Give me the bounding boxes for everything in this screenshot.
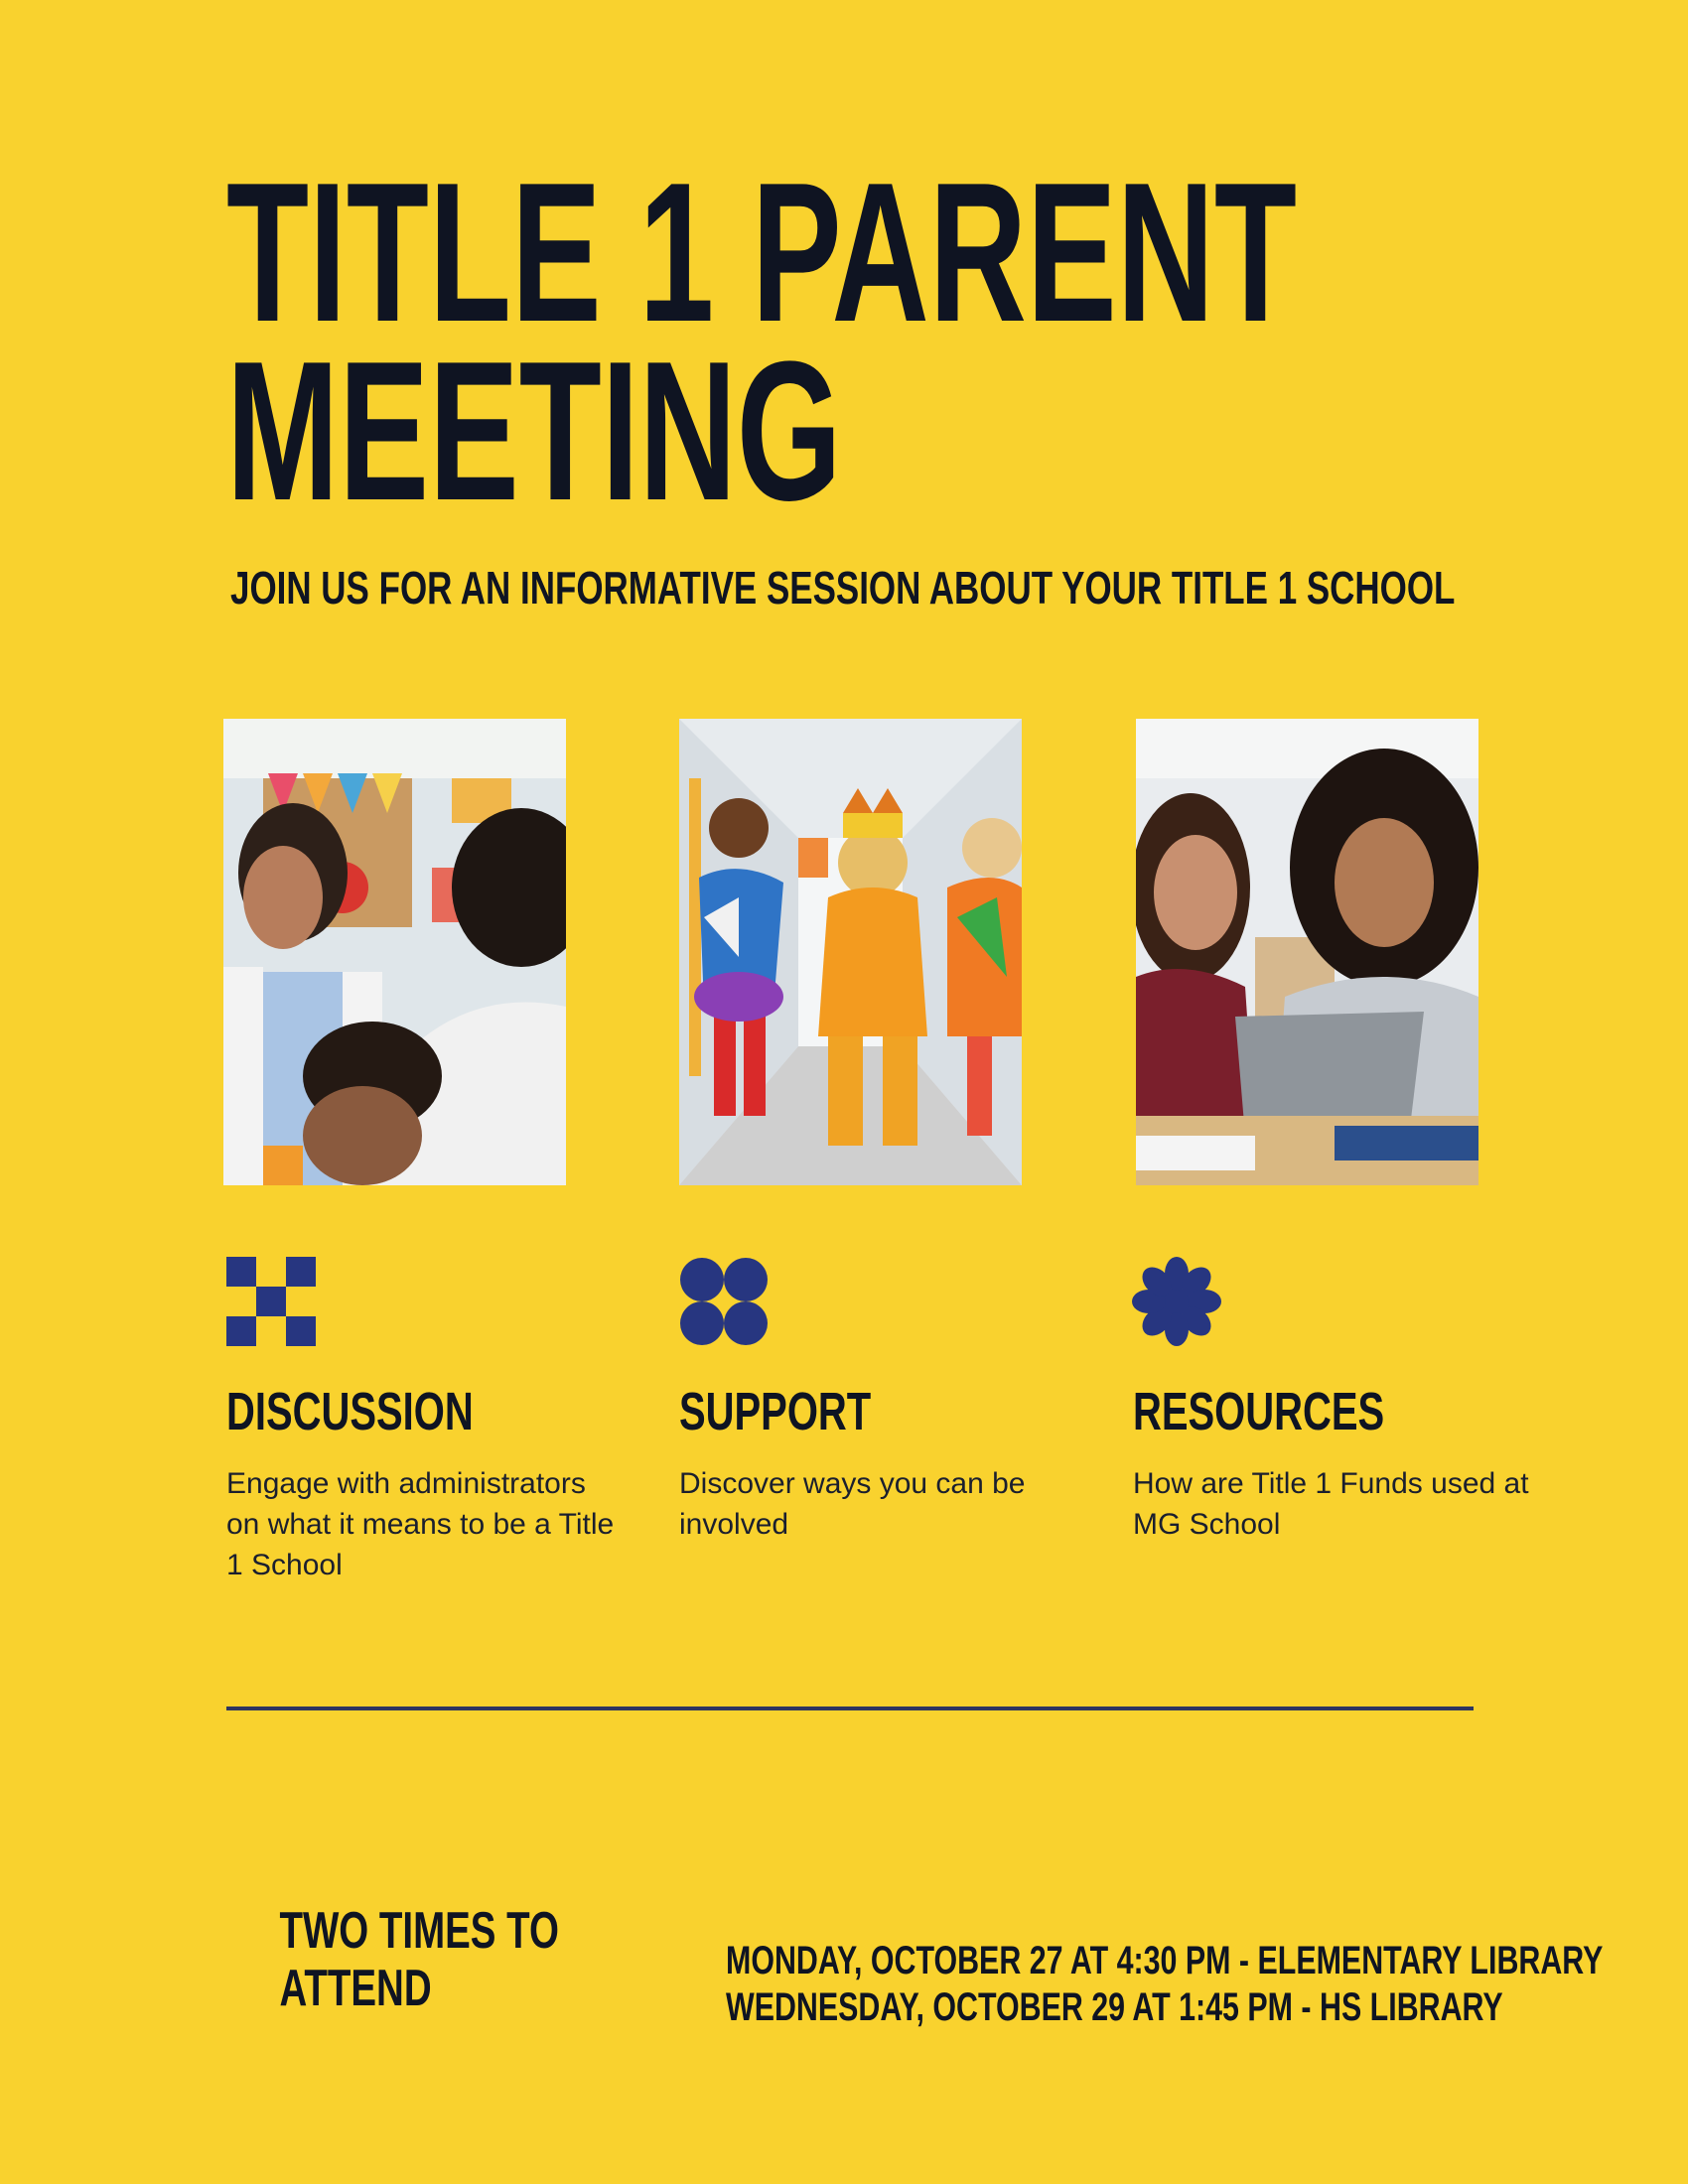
feature-text-discussion: Engage with administrators on what it means to be a Title 1 School (226, 1467, 615, 1581)
four-circles-icon (679, 1257, 769, 1346)
session-time-wednesday: WEDNESDAY, OCTOBER 29 AT 1:45 PM - HS LIBRARY (726, 1985, 1503, 2029)
feature-heading-discussion: DISCUSSION (226, 1382, 474, 1441)
divider (226, 1706, 1474, 1710)
subtitle: JOIN US FOR AN INFORMATIVE SESSION ABOUT YOUR TITLE 1 SCHOOL (230, 562, 1456, 614)
session-times (726, 1938, 1688, 2031)
times-heading-line-2: ATTEND (279, 1960, 432, 2017)
times-heading (279, 1902, 558, 2017)
teacher-classroom-photo (223, 719, 566, 1185)
feature-text-support: Discover ways you can be involved (679, 1467, 1026, 1541)
title-line-1: TITLE 1 PARENT (226, 142, 1297, 363)
times-heading-line-1: TWO TIMES TO (279, 1902, 559, 1960)
feature-heading-resources: RESOURCES (1133, 1382, 1385, 1441)
page-title (226, 142, 1688, 542)
students-laptop-photo (1136, 719, 1478, 1185)
kids-costume-hallway-photo (679, 719, 1022, 1185)
session-time-monday: MONDAY, OCTOBER 27 AT 4:30 PM - ELEMENTARY LIBRARY (726, 1939, 1604, 1982)
checkerboard-icon (226, 1257, 316, 1346)
title-line-2: MEETING (226, 321, 842, 542)
feature-text-resources: How are Title 1 Funds used at MG School (1133, 1467, 1529, 1541)
flower-icon (1132, 1257, 1221, 1346)
feature-heading-support: SUPPORT (679, 1382, 872, 1441)
